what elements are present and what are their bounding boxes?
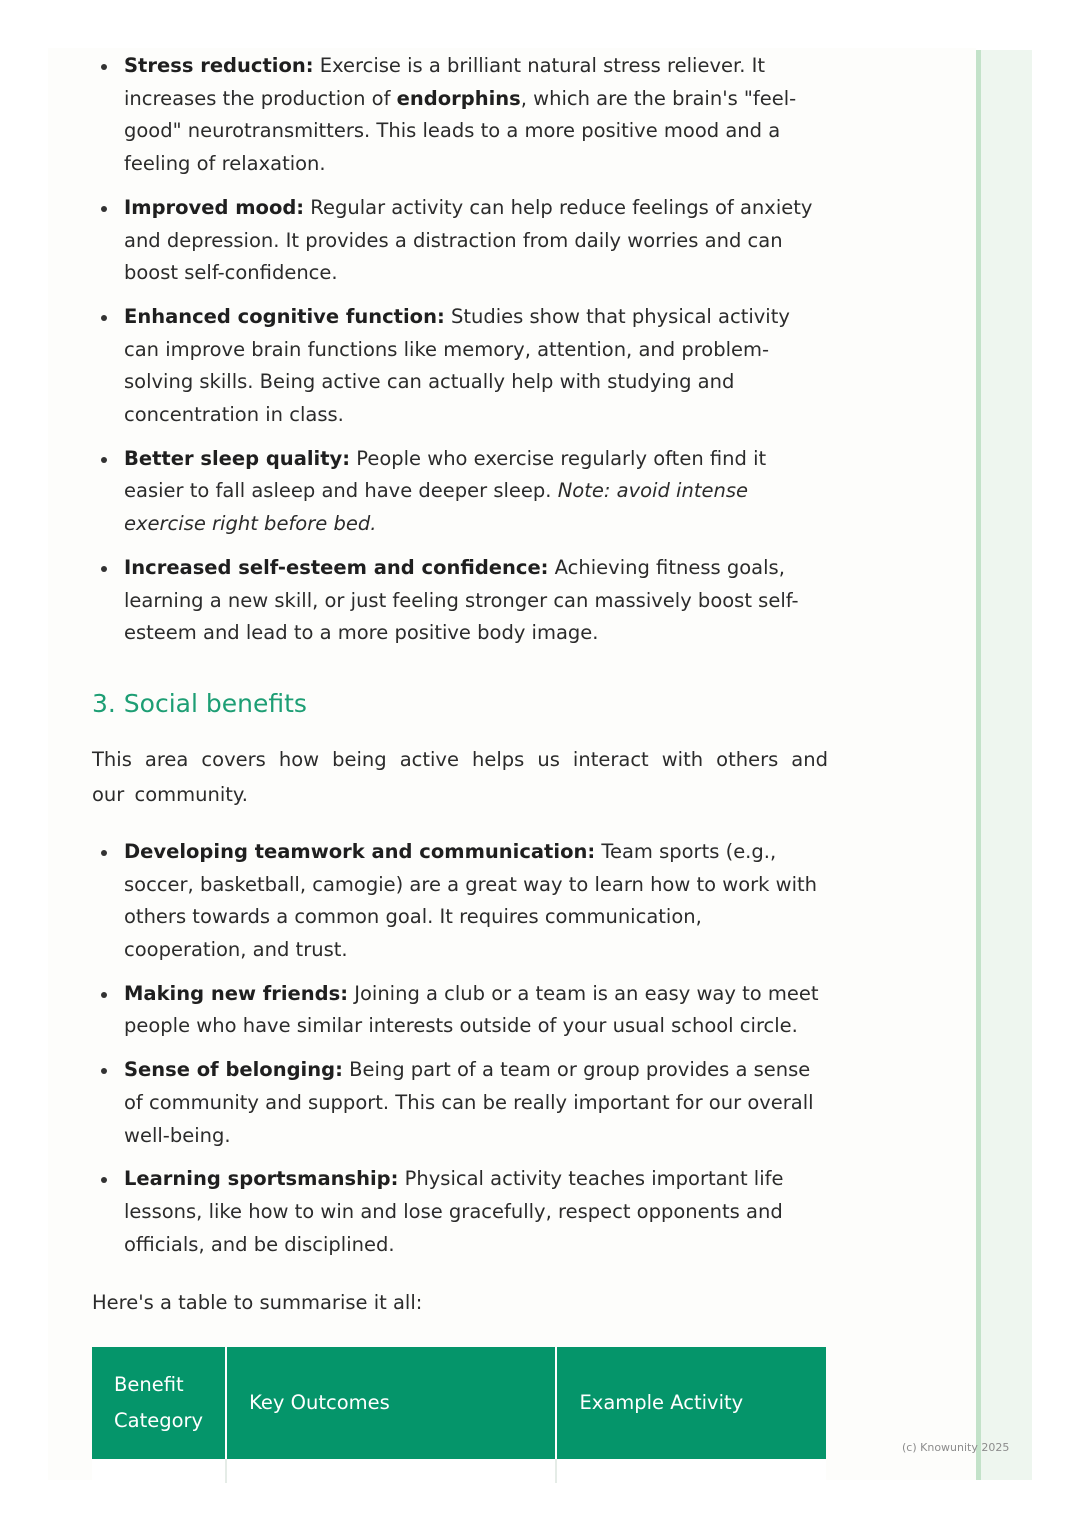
bullet-term: Stress reduction: [124,54,314,77]
list-item: Learning sportsmanship: Physical activity teaches important life lessons, like how to win and lose gracefully, respect opponents and officials, and be disciplined. [92,1163,828,1261]
summary-text: Here's a table to summarise it all: [92,1291,423,1315]
bullet-term: Increased self-esteem and confidence: [124,555,549,579]
list-item: Increased self-esteem and confidence: Achieving fitness goals, learning a new skill, or just feeling stronger can massively boost self-esteem and lead to a more positive body image. [92,552,828,650]
list-item: Better sleep quality: People who exercise regularly often find it easier to fall asleep and have deeper sleep. Note: avoid intense exercise right before bed. [92,443,828,541]
bullet-term: Improved mood: [124,195,305,219]
key-term: endorphins [396,86,521,110]
summary-table [92,1347,826,1483]
copyright-footer: (c) Knowunity 2025 [902,1441,1010,1454]
table-cell [556,1459,826,1483]
section-intro: This area covers how being active helps us interact with others and our community. [92,747,828,806]
note-text: Note: avoid intense exercise right before bed. [124,479,748,536]
mental-benefits-list [92,50,828,650]
list-item: Improved mood: Regular activity can help reduce feelings of anxiety and depression. It provides a distraction from daily worries and can boost self-confidence. [92,192,828,290]
column-header-key-outcomes: Key Outcomes [226,1347,556,1459]
table-row [92,1459,826,1483]
column-header-example-activity: Example Activity [556,1347,826,1459]
table-cell [92,1459,226,1483]
list-item: Making new friends: Joining a club or a team is an easy way to meet people who have similar interests outside of your usual school circle. [92,978,828,1043]
list-item: Developing teamwork and communication: Team sports (e.g., soccer, basketball, camogie) are a great way to learn how to work with others towards a common goal. It requires communication, cooperation, and trust. [92,836,828,967]
page-side-strip [976,50,1032,1480]
bullet-term: Sense of belonging: [124,1058,343,1082]
bullet-term: Learning sportsmanship: [124,1167,399,1191]
bullet-term: Developing teamwork and communication: [124,839,596,863]
table-header-row [92,1347,826,1459]
list-item: Sense of belonging: Being part of a team or group provides a sense of community and support. This can be really important for our overall well-being. [92,1054,828,1152]
list-item: Stress reduction: Exercise is a brilliant natural stress reliever. It increases the production of endorphins, which are the brain's "feel-good" neurotransmitters. This leads to a more positive mood and a feeling of relaxation. [92,50,828,181]
bullet-term: Making new friends: [124,981,349,1005]
section-heading: 3. Social benefits [92,688,307,718]
bullet-term: Better sleep quality: [124,446,351,470]
table-cell [226,1459,556,1483]
document-content [92,50,828,1319]
social-benefits-list [92,836,828,1261]
bullet-term: Enhanced cognitive function: [124,304,445,328]
list-item: Enhanced cognitive function: Studies show that physical activity can improve brain functions like memory, attention, and problem-solving skills. Being active can actually help with studying and concentration in class. [92,301,828,432]
column-header-benefit-category: Benefit Category [92,1347,226,1459]
